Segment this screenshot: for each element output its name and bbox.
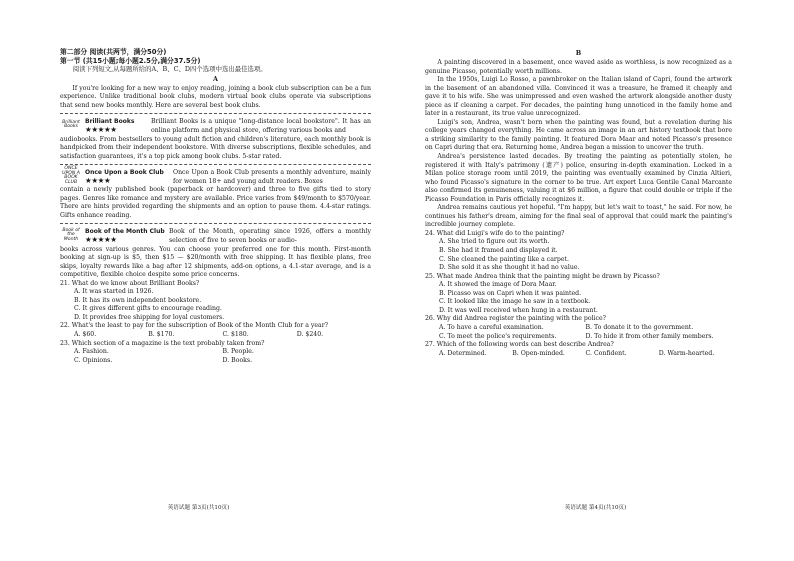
- option[interactable]: B. It has its own independent bookstore.: [74, 296, 202, 304]
- option[interactable]: B. $170.: [148, 331, 175, 338]
- book-of-the-month-logo: Book of the Month: [62, 227, 80, 242]
- part-title: 第二部分 阅读(共两节，满分50分): [60, 48, 167, 56]
- separator: [60, 223, 371, 224]
- question-24: 24. What did Luigi's wife do to the painting?: [425, 229, 565, 237]
- question-22: 22. What's the least to pay for the subscription of Book of the Month Club for a year?: [60, 322, 328, 330]
- option[interactable]: A. $60.: [74, 331, 97, 338]
- option[interactable]: C. Confident.: [585, 349, 627, 357]
- separator: [60, 164, 371, 165]
- paragraph: A painting discovered in a basement, once waved aside as worthless, is now recognized as a genuine Picasso, potentially worth millions.: [425, 59, 732, 75]
- option[interactable]: D. It was well received when hung in a restaurant.: [439, 306, 598, 314]
- star-rating-icon: ★★★★★: [85, 125, 117, 135]
- paragraph: In the 1950s, Luigi Lo Rosso, a pawnbroker on the Italian island of Capri, found the artwork in the basement of an abandoned villa. Convinced it was a treasure, he framed it cheaply and gave it to his wife. She was unimpressed and even washed the artwork alongside another dusty piece as if cleaning a carpet. For decades, the painting hung unnoticed in the family home and later in a restaurant, its true value unrecognized.: [425, 76, 732, 118]
- option[interactable]: C. She cleaned the painting like a carpet.: [439, 255, 569, 263]
- club-lead: Book of the Month, operating since 1926, offers a monthly selection of five to seven books or audio-: [169, 228, 371, 244]
- intro-paragraph: If you're looking for a new way to enjoy reading, joining a book club subscription can be a fun experience. Unlike traditional book clubs, modern virtual book clubs operate via subscriptions that send new books monthly. Here are several best book clubs.: [60, 84, 371, 109]
- option[interactable]: D. $240.: [296, 331, 324, 338]
- question-21: 21. What do we know about Brilliant Books?: [60, 279, 200, 287]
- question-25: 25. What made Andrea think that the painting might be drawn by Picasso?: [425, 272, 660, 280]
- paragraph: Andrea remains cautious yet hopeful. "I'm happy, but let's wait to toast," he said. For now, he continues his father's dream, aiming for the final seal of approval that could mark the painting's incredible journey complete.: [425, 204, 732, 229]
- option[interactable]: C. To meet the police's requirements.: [439, 332, 557, 340]
- club-name: Once Upon a Book Club: [85, 169, 164, 177]
- option[interactable]: A. It was started in 1926.: [74, 288, 154, 296]
- page-footer: 英语试题 第3页(共10页): [167, 505, 230, 511]
- star-rating-icon: ★★★★: [85, 176, 111, 186]
- right-page: [397, 0, 794, 561]
- club-lead: Once Upon a Book Club presents a monthly adventure, mainly for women 18+ and young adult readers. Boxes: [173, 169, 371, 185]
- option[interactable]: A. Determined.: [439, 349, 487, 357]
- option[interactable]: C. $180.: [222, 331, 249, 338]
- option[interactable]: B. Picasso was on Capri when it was painted.: [439, 289, 582, 297]
- question-23: 23. Which section of a magazine is the text probably taken from?: [60, 339, 265, 347]
- option[interactable]: D. Books.: [222, 356, 253, 364]
- option[interactable]: D. It provides free shipping for loyal customers.: [74, 313, 225, 321]
- club-book-of-the-month: [60, 228, 371, 279]
- question-26: 26. Why did Andrea register the painting with the police?: [425, 315, 606, 323]
- option[interactable]: D. She sold it as she thought it had no value.: [439, 264, 580, 272]
- option[interactable]: B. People.: [222, 348, 254, 356]
- paragraph: Luigi's son, Andrea, wasn't born when the painting was found, but a revelation during his college years changed everything. He came across an image in an art history textbook that bore a striking similarity to the family painting. It featured Dora Maar and noted Picasso's presence on Capri during that era. Returning home, Andrea began a mission to uncover the truth.: [425, 118, 732, 152]
- instruction: 阅读下列短文,从每题所给的A、B、C、D四个选项中选出最佳选项。: [72, 65, 267, 74]
- club-name: Book of the Month Club: [85, 228, 165, 236]
- option[interactable]: D. Warm-hearted.: [658, 349, 715, 357]
- option[interactable]: A. She tried to figure out its worth.: [439, 238, 550, 246]
- option[interactable]: D. To hide it from other family members.: [585, 332, 714, 340]
- separator: [60, 113, 371, 114]
- option[interactable]: C. It gives different gifts to encourage reading.: [74, 305, 222, 313]
- option[interactable]: A. Fashion.: [74, 348, 109, 356]
- page-footer: 英语试题 第4页(共10页): [564, 505, 627, 511]
- club-body: books across various genres. You can choose your preferred one for this month. First-month booking at sign-up is $5, then $15 — $20/month with free shipping. It has flexible plans, free skips, loyalty rewards like a bag after 12 shipments, add-on options, a 4.1-star average, and is a competitive, flexible choice despite some price concerns.: [60, 245, 371, 279]
- passage-label-a: A: [213, 74, 218, 83]
- passage-label-b: B: [575, 49, 582, 57]
- question-27: 27. Which of the following words can best describe Andrea?: [425, 341, 614, 349]
- option[interactable]: B. Open-minded.: [512, 349, 565, 357]
- paragraph: Andrea's persistence lasted decades. By treating the painting as potentially stolen, he registered it with Italy's patrimony (遗产) police, ensuring in-depth examination. Locked in a Milan police storage room until 2019, the painting was eventually examined by Cinzia Altieri, who found Picasso's signature in the corner to be true. Art expert Luca Gentile Canal Marcante also confirmed its genuineness, valuing it at $6 million, a figure that could double or triple if the Picasso Foundation in Paris officially recognizes it.: [425, 153, 732, 203]
- club-body: audiobooks. From bestsellers to young adult fiction and children's literature, each monthly book is handpicked from their independent bookstore. With diverse subscriptions, flexible schedules, and satisfaction guarantees, it's a top pick among book clubs. 5-star rated.: [60, 135, 371, 160]
- brilliant-books-logo: Brilliant Books: [62, 119, 80, 130]
- star-rating-icon: ★★★★★: [85, 235, 117, 245]
- club-lead: Brilliant Books is a unique "long-distance local bookstore". It has an online platform and physical store, offering various books and: [151, 118, 371, 134]
- questions-right: [425, 230, 732, 358]
- option[interactable]: A. To have a careful examination.: [439, 323, 544, 331]
- option[interactable]: C. Opinions.: [74, 356, 113, 364]
- club-once-upon-a-book: [60, 165, 371, 220]
- option[interactable]: A. It showed the image of Dora Maar.: [439, 281, 557, 289]
- option[interactable]: C. It looked like the image he saw in a textbook.: [439, 298, 591, 306]
- questions-left: [60, 280, 371, 365]
- once-upon-logo: ONCE UPON A BOOK CLUB: [62, 165, 80, 185]
- section-title: 第一节 (共15小题;每小题2.5分,满分37.5分): [60, 56, 201, 65]
- club-brilliant-books: [60, 118, 371, 161]
- option[interactable]: B. She had it framed and displayed it.: [439, 247, 558, 255]
- option[interactable]: B. To donate it to the government.: [585, 323, 694, 331]
- club-body: contain a newly published book (paperback or hardcover) and three to five gifts tied to story pages. Genres like romance and mystery are available. Price varies from $49/month to $570/year. There are hints provided regarding the shipments and an option to pause them. 4.4-star ratings. Gifts enhance reading.: [60, 186, 371, 219]
- club-name: Brilliant Books: [85, 118, 135, 126]
